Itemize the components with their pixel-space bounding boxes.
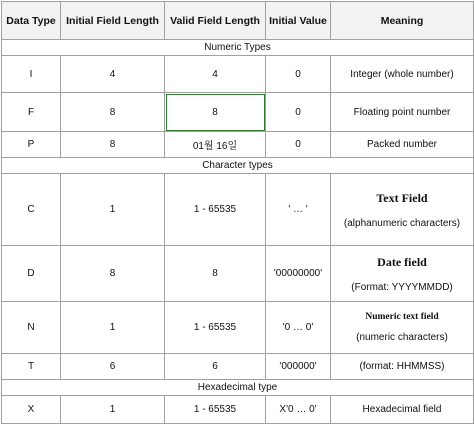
table-row — [2, 56, 474, 93]
header-initial-field-length: Initial Field Length — [61, 2, 165, 40]
cell-initial-value[interactable]: 0 — [266, 132, 331, 158]
header-valid-field-length: Valid Field Length — [165, 2, 266, 40]
cell-initial-value[interactable]: '0 … 0' — [266, 302, 331, 354]
meaning-subtitle: (alphanumeric characters) — [343, 217, 461, 229]
section-title-character: Character types — [2, 158, 474, 174]
cell-meaning[interactable]: (format: HHMMSS) — [331, 354, 474, 380]
cell-meaning[interactable]: Integer (whole number) — [331, 56, 474, 93]
table-row — [2, 174, 474, 246]
table-row — [2, 246, 474, 302]
cell-type[interactable]: T — [2, 354, 61, 380]
header-initial-value: Initial Value — [266, 2, 331, 40]
section-title-hex: Hexadecimal type — [2, 380, 474, 396]
section-row-hex — [2, 380, 474, 396]
meaning-subtitle: (numeric characters) — [356, 332, 448, 343]
section-title-numeric: Numeric Types — [2, 40, 474, 56]
cell-valid-length[interactable]: 01월 16일 — [165, 132, 266, 158]
table-row — [2, 302, 474, 354]
table-row — [2, 132, 474, 158]
table-row — [2, 93, 474, 132]
cell-initial-length[interactable]: 8 — [61, 132, 165, 158]
cell-initial-length[interactable]: 1 — [61, 174, 165, 246]
section-row-character — [2, 158, 474, 174]
cell-initial-length[interactable]: 8 — [61, 93, 165, 132]
meaning-title: Date field — [377, 254, 427, 269]
cell-meaning[interactable]: Floating point number — [331, 93, 474, 132]
section-row-numeric — [2, 40, 474, 56]
cell-meaning[interactable]: Packed number — [331, 132, 474, 158]
cell-valid-length-selected[interactable]: 8 — [165, 93, 266, 132]
data-types-table — [1, 1, 474, 424]
cell-valid-length[interactable]: 8 — [165, 246, 266, 302]
cell-initial-value[interactable]: '000000' — [266, 354, 331, 380]
cell-initial-length[interactable]: 1 — [61, 396, 165, 424]
cell-valid-length[interactable]: 1 - 65535 — [165, 396, 266, 424]
cell-initial-value[interactable]: 0 — [266, 56, 331, 93]
cell-type[interactable]: F — [2, 93, 61, 132]
cell-initial-length[interactable]: 1 — [61, 302, 165, 354]
cell-initial-length[interactable]: 6 — [61, 354, 165, 380]
meaning-subtitle: (Format: YYYYMMDD) — [351, 281, 453, 293]
cell-initial-value[interactable]: '00000000' — [266, 246, 331, 302]
table-row — [2, 396, 474, 424]
cell-type[interactable]: N — [2, 302, 61, 354]
cell-meaning[interactable] — [331, 302, 474, 354]
cell-meaning[interactable]: Hexadecimal field — [331, 396, 474, 424]
cell-meaning[interactable] — [331, 246, 474, 302]
header-row — [2, 2, 474, 40]
header-data-type: Data Type — [2, 2, 61, 40]
cell-initial-value[interactable]: ' … ' — [266, 174, 331, 246]
table-row — [2, 354, 474, 380]
cell-type[interactable]: P — [2, 132, 61, 158]
cell-meaning[interactable] — [331, 174, 474, 246]
cell-initial-length[interactable]: 4 — [61, 56, 165, 93]
meaning-title: Numeric text field — [365, 312, 439, 322]
cell-type[interactable]: C — [2, 174, 61, 246]
cell-valid-length[interactable]: 1 - 65535 — [165, 174, 266, 246]
meaning-title: Text Field — [376, 190, 428, 205]
cell-initial-value[interactable]: 0 — [266, 93, 331, 132]
cell-valid-length[interactable]: 1 - 65535 — [165, 302, 266, 354]
cell-initial-length[interactable]: 8 — [61, 246, 165, 302]
cell-type[interactable]: D — [2, 246, 61, 302]
cell-valid-length[interactable]: 4 — [165, 56, 266, 93]
cell-type[interactable]: I — [2, 56, 61, 93]
header-meaning: Meaning — [331, 2, 474, 40]
cell-type[interactable]: X — [2, 396, 61, 424]
cell-valid-length[interactable]: 6 — [165, 354, 266, 380]
cell-initial-value[interactable]: X'0 … 0' — [266, 396, 331, 424]
